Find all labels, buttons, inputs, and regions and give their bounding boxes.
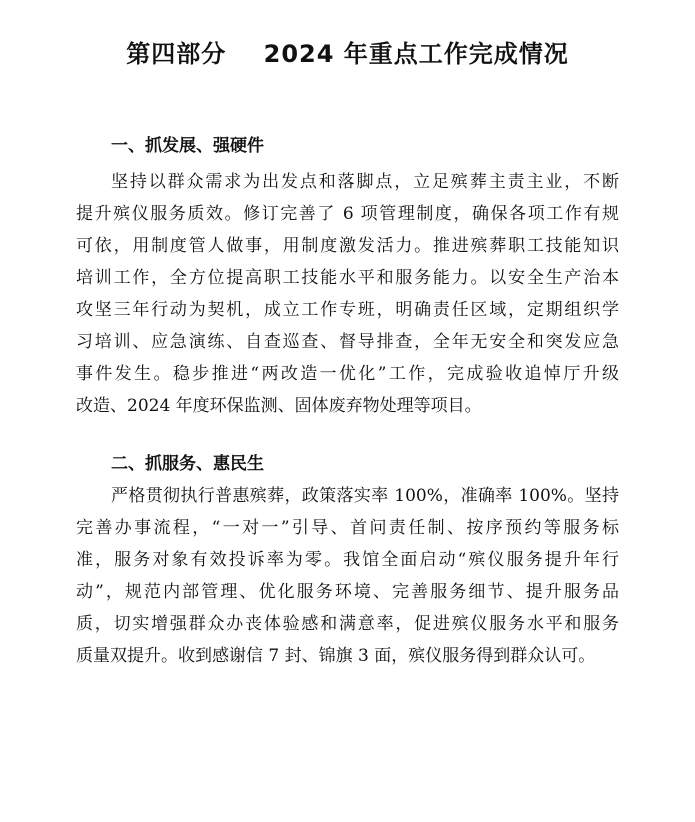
paragraph-line: 改造、2024 年度环保监测、固体废弃物处理等项目。 xyxy=(76,396,482,416)
paragraph-line: 坚持以群众需求为出发点和落脚点，立足殡葬主责主业，不断 xyxy=(111,172,619,192)
paragraph-line: 准，服务对象有效投诉率为零。我馆全面启动“殡仪服务提升年行 xyxy=(76,550,619,570)
paragraph-line: 完善办事流程，“一对一”引导、首问责任制、按序预约等服务标 xyxy=(76,518,619,538)
paragraph-line: 培训工作，全方位提高职工技能水平和服务能力。以安全生产治本 xyxy=(76,268,619,288)
section-heading-service: 二、抓服务、惠民生 xyxy=(111,454,264,474)
paragraph-line: 质量双提升。收到感谢信 7 封、锦旗 3 面，殡仪服务得到群众认可。 xyxy=(76,646,596,666)
paragraph-line: 可依，用制度管人做事，用制度激发活力。推进殡葬职工技能知识 xyxy=(76,236,619,256)
paragraph-line: 严格贯彻执行普惠殡葬，政策落实率 100%，准确率 100%。坚持 xyxy=(111,486,619,506)
paragraph-line: 攻坚三年行动为契机，成立工作专班，明确责任区域，定期组织学 xyxy=(76,300,619,320)
paragraph-line: 习培训、应急演练、自查巡查、督导排查，全年无安全和突发应急 xyxy=(76,332,619,352)
paragraph-line: 动”，规范内部管理、优化服务环境、完善服务细节、提升服务品 xyxy=(76,582,619,602)
paragraph-line: 质，切实增强群众办丧体验感和满意率，促进殡仪服务水平和服务 xyxy=(76,614,619,634)
paragraph-line: 提升殡仪服务质效。修订完善了 6 项管理制度，确保各项工作有规 xyxy=(76,204,619,224)
section-heading-development: 一、抓发展、强硬件 xyxy=(111,136,264,156)
paragraph-line: 事件发生。稳步推进“两改造一优化”工作，完成验收追悼厅升级 xyxy=(76,364,619,384)
page-title: 第四部分 2024 年重点工作完成情况 xyxy=(126,40,569,68)
